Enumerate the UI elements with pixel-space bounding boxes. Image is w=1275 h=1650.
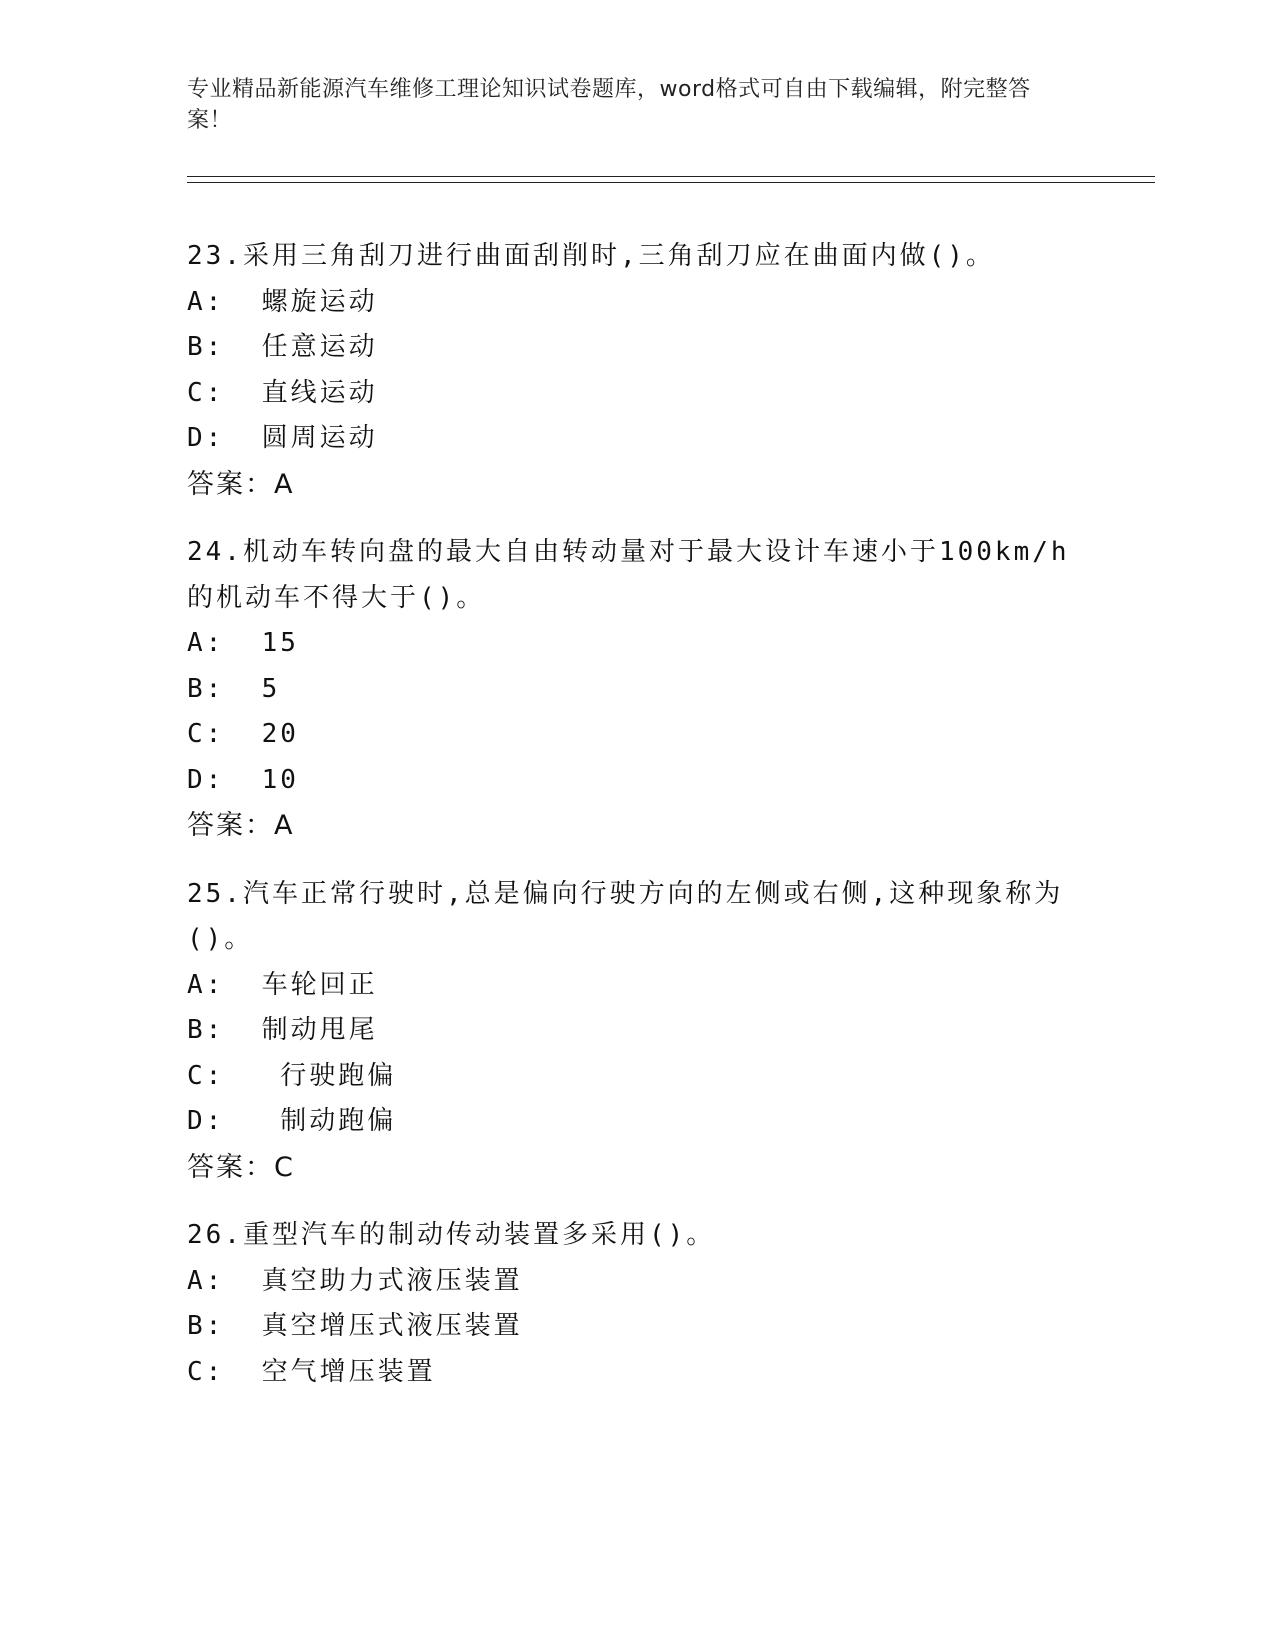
header-divider-top <box>187 176 1155 177</box>
option-a: A: 15 <box>187 628 299 658</box>
question-list <box>187 234 1087 1418</box>
option-b: B: 5 <box>187 673 281 704</box>
document-header: 专业精品新能源汽车维修工理论知识试卷题库，word格式可自由下载编辑，附完整答案！ <box>187 77 1031 133</box>
option-d: D: 10 <box>187 764 299 795</box>
option-a: A: 真空助力式液压装置 <box>187 1265 523 1296</box>
option-a: A: 螺旋运动 <box>187 286 378 317</box>
option-b: B: 真空增压式液压装置 <box>187 1311 523 1341</box>
option-c: C: 直线运动 <box>187 377 378 408</box>
question-stem: 23.采用三角刮刀进行曲面刮削时,三角刮刀应在曲面内做()。 <box>187 241 995 271</box>
question-24 <box>187 530 1087 849</box>
option-c: C: 行驶跑偏 <box>187 1060 397 1091</box>
option-a: A: 车轮回正 <box>187 969 378 1000</box>
question-stem: 25.汽车正常行驶时,总是偏向行驶方向的左侧或右侧,这种现象称为()。 <box>187 878 1064 954</box>
option-c: C: 20 <box>187 719 299 749</box>
answer-line: 答案：C <box>187 1151 295 1183</box>
question-26 <box>187 1213 1087 1395</box>
answer-line: 答案：A <box>187 468 295 500</box>
option-d: D: 圆周运动 <box>187 423 378 453</box>
header-divider-bottom <box>187 182 1155 183</box>
option-d: D: 制动跑偏 <box>187 1106 397 1136</box>
question-23 <box>187 234 1087 507</box>
option-c: C: 空气增压装置 <box>187 1356 436 1387</box>
question-25 <box>187 872 1087 1191</box>
answer-line: 答案：A <box>187 810 295 841</box>
question-stem: 24.机动车转向盘的最大自由转动量对于最大设计车速小于100km/h的机动车不得大于()。 <box>187 537 1070 613</box>
option-b: B: 任意运动 <box>187 332 378 362</box>
option-b: B: 制动甩尾 <box>187 1015 378 1045</box>
question-stem: 26.重型汽车的制动传动装置多采用()。 <box>187 1220 716 1250</box>
